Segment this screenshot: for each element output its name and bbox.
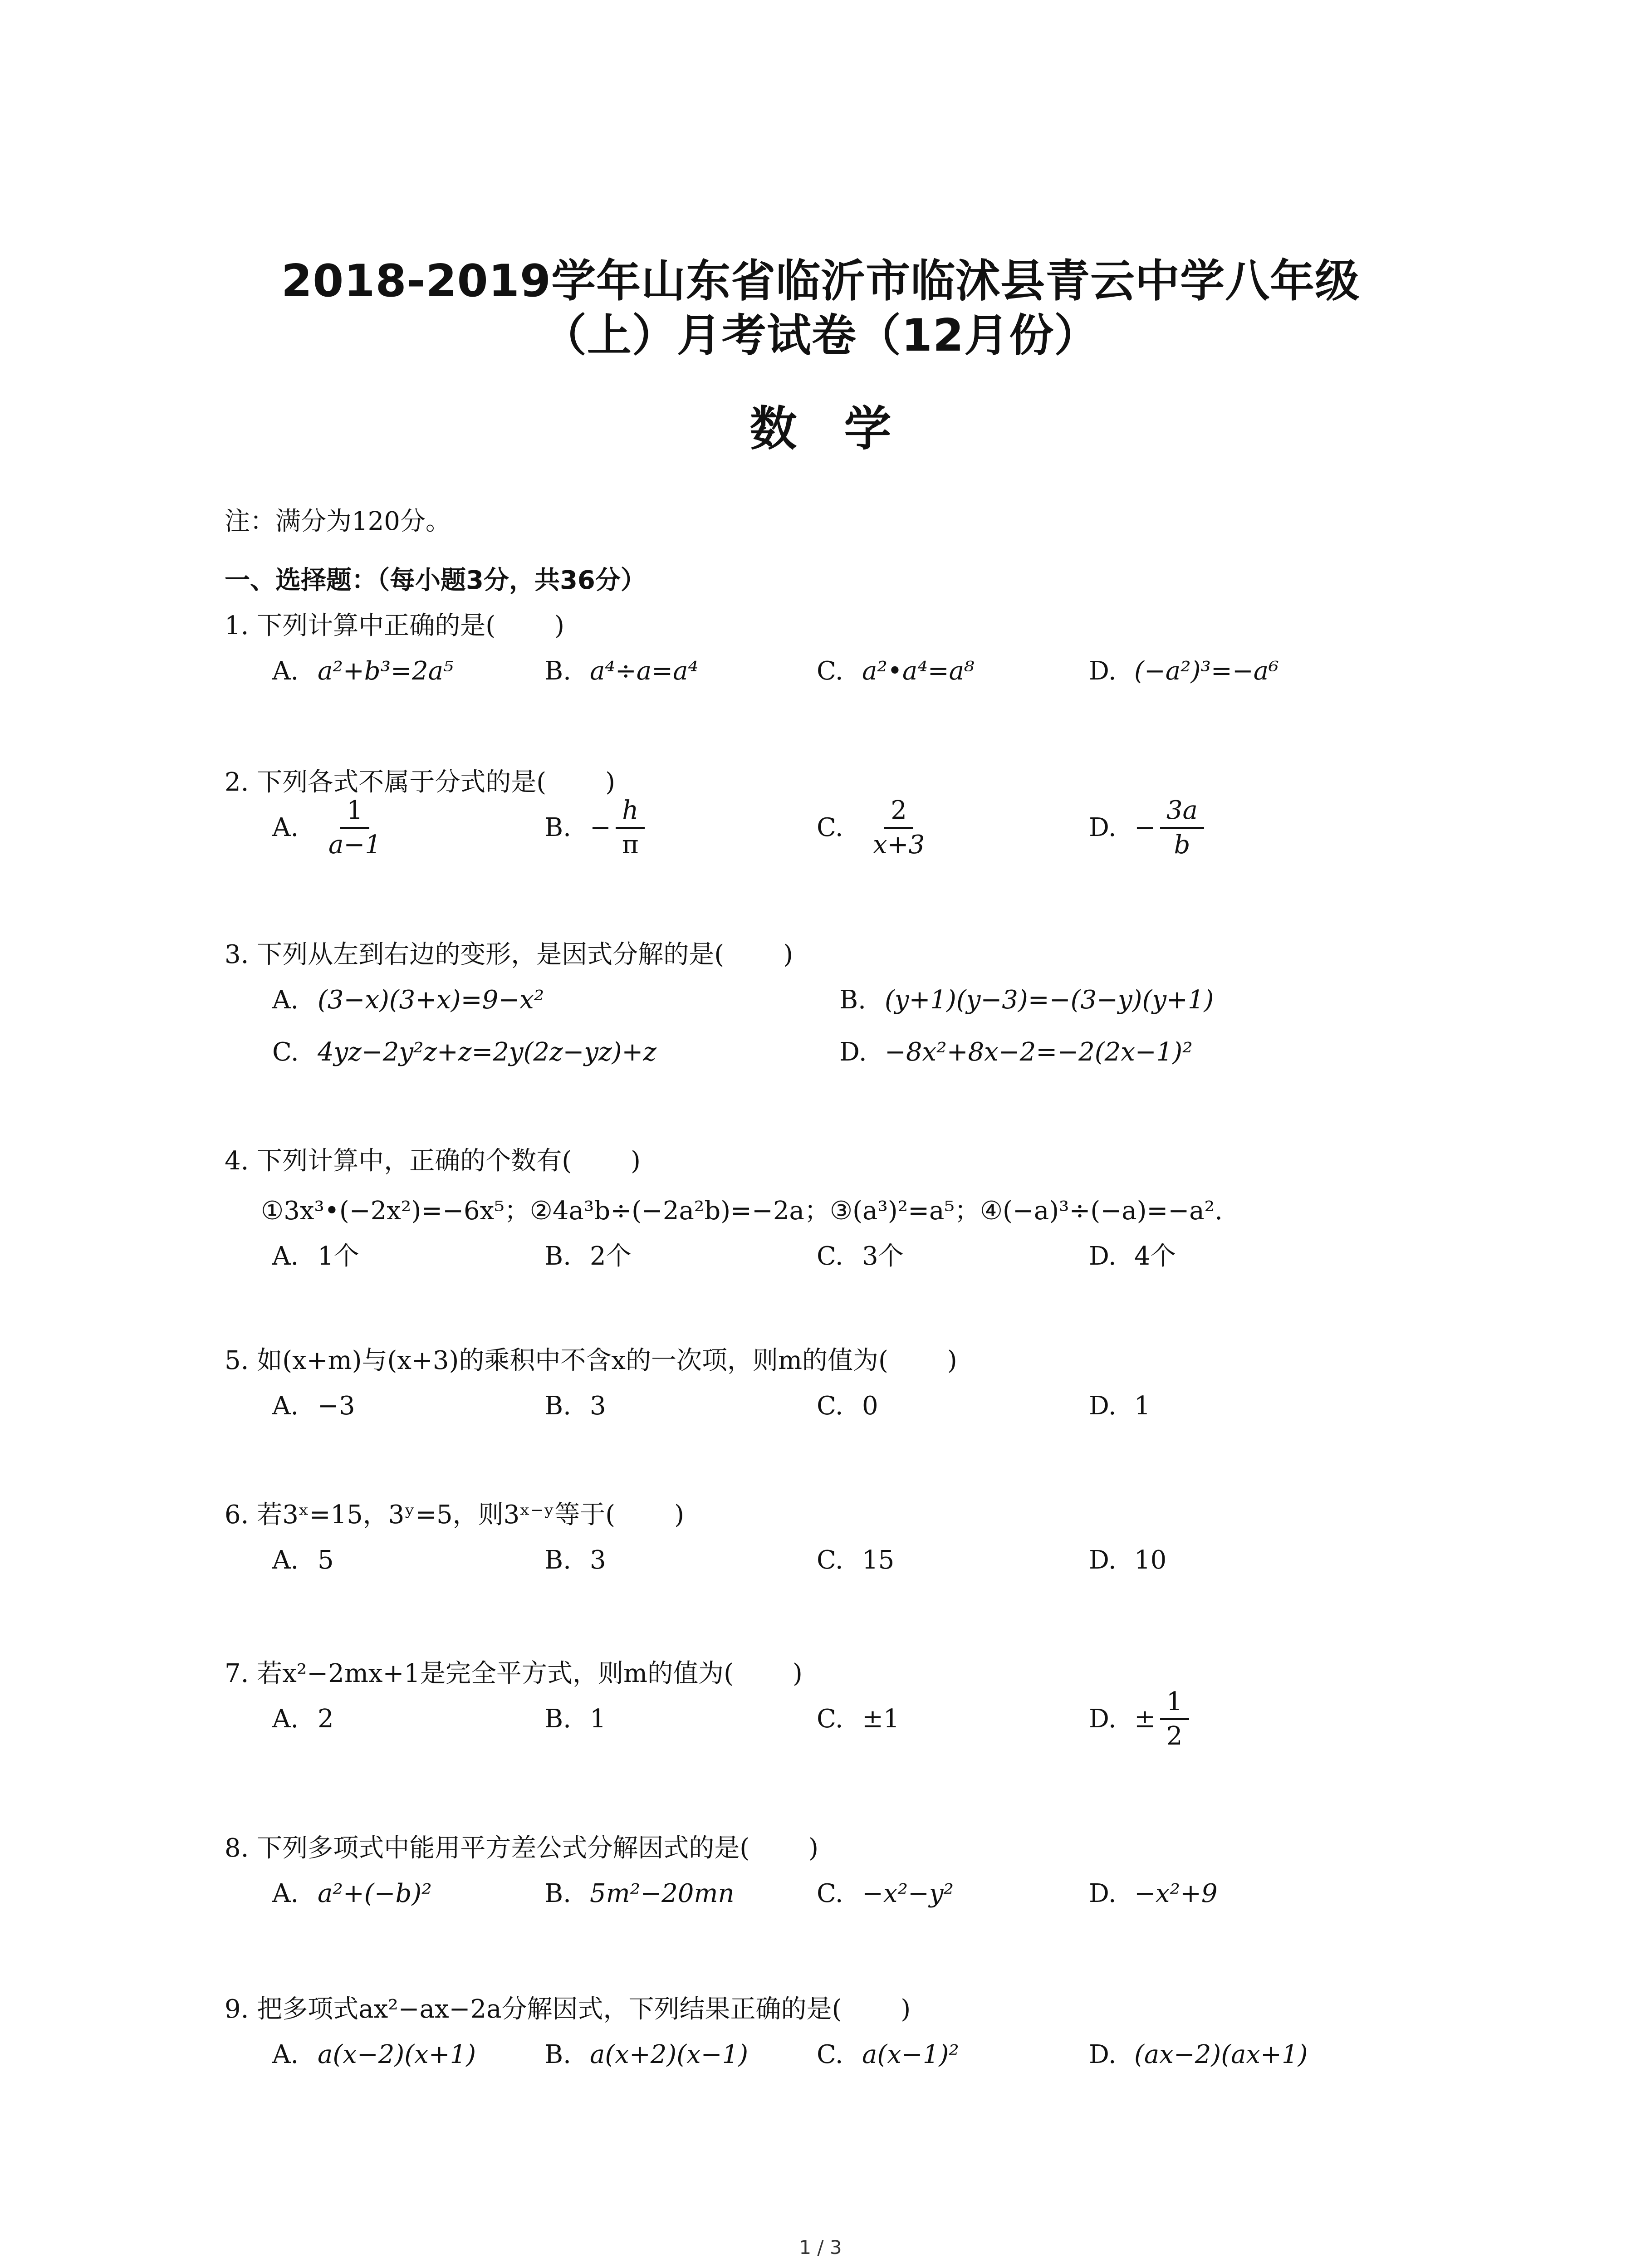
fraction	[322, 796, 387, 860]
option-text: 15	[862, 1545, 895, 1575]
option-label: D.	[1089, 1879, 1117, 1908]
option-label: D.	[1089, 813, 1117, 842]
option-text: a²+(−b)²	[318, 1879, 432, 1908]
option-d	[1089, 1545, 1166, 1576]
question-stem	[225, 1345, 957, 1377]
fraction-denominator: b	[1174, 830, 1190, 860]
option-a	[272, 1878, 432, 1910]
option-b	[544, 1878, 735, 1910]
option-label: B.	[544, 813, 571, 842]
option-b	[544, 1241, 632, 1272]
option-label: D.	[839, 1037, 867, 1067]
option-text: a²•a⁴=a⁸	[862, 656, 975, 686]
question-paren-close: )	[808, 1833, 818, 1863]
option-label: A.	[272, 1545, 299, 1575]
question-paren-close: )	[674, 1500, 684, 1530]
option-text: 1	[1134, 1391, 1151, 1421]
option-label: A.	[272, 1879, 299, 1908]
option-label: B.	[544, 1879, 571, 1908]
fraction	[1160, 1687, 1189, 1751]
option-label: B.	[544, 1545, 571, 1575]
option-label: A.	[272, 2040, 299, 2069]
option-text: a²+b³=2a⁵	[318, 656, 454, 686]
question-paren-close: )	[554, 611, 564, 640]
option-text: a(x−2)(x+1)	[318, 2040, 476, 2069]
page-number: 1 / 3	[799, 2236, 842, 2258]
option-label: D.	[1089, 1545, 1117, 1575]
fraction	[1160, 796, 1204, 860]
fraction	[616, 796, 645, 860]
page-title-line-2: （上）月考试卷（12月份）	[542, 310, 1099, 362]
question-text: 2. 下列各式不属于分式的是(	[225, 767, 547, 797]
question-text: 1. 下列计算中正确的是(	[225, 611, 496, 640]
fraction-numerator: 2	[884, 796, 913, 829]
option-d	[839, 1036, 1193, 1068]
option-a	[272, 1703, 334, 1735]
option-label: D.	[1089, 656, 1117, 686]
question-stem	[225, 1499, 684, 1531]
option-label: C.	[817, 1391, 843, 1421]
question-text: 4. 下列计算中，正确的个数有(	[225, 1146, 572, 1176]
option-a	[272, 796, 387, 860]
question-text: 8. 下列多项式中能用平方差公式分解因式的是(	[225, 1833, 750, 1863]
option-text: −x²+9	[1134, 1879, 1218, 1908]
option-label: B.	[839, 985, 866, 1015]
subject-title: 数 学	[749, 401, 892, 456]
option-text: ±1	[862, 1704, 900, 1734]
question-stem	[225, 1833, 818, 1864]
option-text: 3个	[862, 1242, 904, 1271]
option-text: 1	[590, 1704, 606, 1734]
option-text: a(x−1)²	[862, 2040, 959, 2069]
option-text: a(x+2)(x−1)	[590, 2040, 749, 2069]
question-text: 6. 若3ˣ=15，3ʸ=5，则3ˣ⁻ʸ等于(	[225, 1500, 616, 1530]
option-c	[817, 1878, 954, 1910]
question-paren-close: )	[793, 1659, 803, 1688]
option-d	[1089, 1687, 1189, 1751]
option-label: C.	[817, 656, 843, 686]
option-b	[839, 984, 1214, 1016]
question-sub-items: ①3x³•(−2x²)=−6x⁵；②4a³b÷(−2a²b)=−2a；③(a³)²=a⁵；④(−a)³÷(−a)=−a².	[261, 1196, 1223, 1226]
option-b	[544, 1545, 606, 1576]
option-a	[272, 655, 453, 687]
question-paren-close: )	[901, 1994, 911, 2024]
option-c	[817, 796, 931, 860]
question-text: 3. 下列从左到右边的变形，是因式分解的是(	[225, 940, 725, 969]
question-stem	[225, 1145, 641, 1177]
option-text: −x²−y²	[862, 1879, 954, 1908]
option-d	[1089, 1241, 1176, 1272]
fraction-numerator: 1	[340, 796, 369, 829]
option-text: 5m²−20mn	[590, 1879, 735, 1908]
option-text: (y+1)(y−3)=−(3−y)(y+1)	[885, 985, 1214, 1015]
option-text: 0	[862, 1391, 878, 1421]
option-text: 10	[1134, 1545, 1167, 1575]
option-b	[544, 2039, 748, 2071]
option-label: C.	[817, 2040, 843, 2069]
option-a	[272, 2039, 476, 2071]
question-text: 7. 若x²−2mx+1是完全平方式，则m的值为(	[225, 1659, 734, 1688]
fraction-denominator: 2	[1166, 1721, 1183, 1751]
option-label: A.	[272, 1391, 299, 1421]
fraction-sign: −	[1134, 813, 1156, 842]
fraction-denominator: π	[622, 830, 639, 860]
question-paren-close: )	[605, 767, 615, 797]
fraction-sign: ±	[1134, 1704, 1156, 1734]
question-paren-close: )	[631, 1146, 641, 1176]
option-label: D.	[1089, 1242, 1117, 1271]
option-b	[544, 1703, 606, 1735]
option-d	[1089, 1390, 1151, 1422]
option-text: 3	[590, 1545, 606, 1575]
question-text: 9. 把多项式ax²−ax−2a分解因式，下列结果正确的是(	[225, 1994, 842, 2024]
option-label: A.	[272, 813, 299, 842]
question-stem	[225, 610, 564, 642]
option-d	[1089, 655, 1279, 687]
option-text: 2	[318, 1704, 334, 1734]
option-label: B.	[544, 1242, 571, 1271]
option-label: C.	[817, 1242, 843, 1271]
option-a	[272, 1241, 359, 1272]
fraction-denominator: a−1	[328, 830, 381, 860]
option-text: (−a²)³=−a⁶	[1134, 656, 1279, 686]
option-text: (3−x)(3+x)=9−x²	[318, 985, 544, 1015]
option-text: a⁴÷a=a⁴	[590, 656, 698, 686]
option-label: D.	[1089, 1704, 1117, 1734]
option-text: 3	[590, 1391, 606, 1421]
option-label: C.	[272, 1037, 299, 1067]
question-paren-close: )	[783, 940, 793, 969]
fraction-numerator: 1	[1160, 1687, 1189, 1720]
option-a	[272, 1545, 334, 1576]
option-label: C.	[817, 1545, 843, 1575]
option-d	[1089, 796, 1204, 860]
option-label: D.	[1089, 1391, 1117, 1421]
score-note: 注：满分为120分。	[225, 507, 451, 536]
fraction-numerator: h	[616, 796, 645, 829]
option-label: B.	[544, 656, 571, 686]
question-text: 5. 如(x+m)与(x+3)的乘积中不含x的一次项，则m的值为(	[225, 1346, 888, 1375]
option-c	[817, 2039, 959, 2071]
option-text: 2个	[590, 1242, 632, 1271]
option-text: 1个	[318, 1242, 359, 1271]
option-a	[272, 984, 544, 1016]
option-label: A.	[272, 656, 299, 686]
option-b	[544, 655, 698, 687]
fraction-denominator: x+3	[873, 830, 925, 860]
option-label: C.	[817, 1879, 843, 1908]
option-label: A.	[272, 1704, 299, 1734]
option-c	[817, 1241, 904, 1272]
option-label: C.	[817, 813, 843, 842]
option-d	[1089, 1878, 1218, 1910]
option-c	[272, 1036, 656, 1068]
fraction-numerator: 3a	[1160, 796, 1204, 829]
option-c	[817, 655, 974, 687]
question-paren-close: )	[947, 1346, 957, 1375]
option-text: −8x²+8x−2=−2(2x−1)²	[885, 1037, 1193, 1067]
option-a	[272, 1390, 355, 1422]
option-text: 4个	[1134, 1242, 1176, 1271]
question-stem	[225, 767, 615, 798]
option-label: B.	[544, 1391, 571, 1421]
option-label: D.	[1089, 2040, 1117, 2069]
option-label: A.	[272, 985, 299, 1015]
option-label: C.	[817, 1704, 843, 1734]
option-c	[817, 1703, 900, 1735]
fraction	[867, 796, 931, 860]
question-stem	[225, 1994, 911, 2025]
option-c	[817, 1390, 878, 1422]
option-text: (ax−2)(ax+1)	[1134, 2040, 1308, 2069]
option-label: B.	[544, 2040, 571, 2069]
option-d	[1089, 2039, 1308, 2071]
option-c	[817, 1545, 894, 1576]
option-label: B.	[544, 1704, 571, 1734]
option-text: 4yz−2y²z+z=2y(2z−yz)+z	[318, 1037, 656, 1067]
option-text: −3	[318, 1391, 355, 1421]
fraction-sign: −	[590, 813, 611, 842]
section-heading: 一、选择题：（每小题3分，共36分）	[225, 566, 646, 595]
question-stem	[225, 939, 793, 971]
page-title-line-1: 2018-2019学年山东省临沂市临沭县青云中学八年级	[281, 255, 1360, 307]
option-b	[544, 796, 645, 860]
option-b	[544, 1390, 606, 1422]
option-label: A.	[272, 1242, 299, 1271]
option-text: 5	[318, 1545, 334, 1575]
question-stem	[225, 1658, 803, 1690]
